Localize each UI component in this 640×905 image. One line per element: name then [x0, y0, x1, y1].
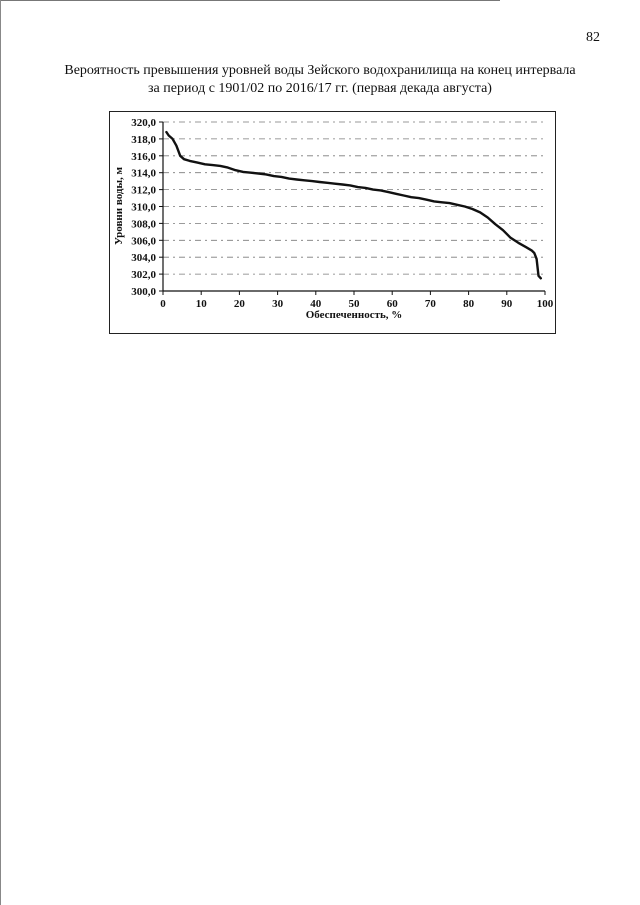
page-number: 82: [586, 30, 600, 45]
grid-layer: [163, 122, 545, 274]
chart-title-line-1: Вероятность превышения уровней воды Зейского водохранилища на конец интервала: [64, 63, 576, 78]
axis-layer: [159, 122, 545, 295]
y-tick-label: 318,0: [131, 133, 156, 146]
y-tick-label: 316,0: [131, 150, 156, 163]
x-axis-title: Обеспеченность, %: [305, 309, 403, 321]
x-tick-label: 50: [348, 298, 360, 310]
y-tick-label: 310,0: [131, 201, 156, 214]
x-tick-label: 30: [272, 298, 284, 310]
series-line-water-level: [166, 132, 540, 278]
x-tick-label: 60: [386, 298, 398, 310]
x-tick-label: 40: [310, 298, 322, 310]
x-tick-label: 100: [536, 298, 554, 310]
x-tick-label: 80: [463, 298, 475, 310]
y-tick-label: 314,0: [131, 167, 156, 180]
y-tick-label: 320,0: [131, 117, 156, 129]
y-tick-label: 306,0: [131, 235, 156, 248]
x-tick-label: 70: [424, 298, 436, 310]
y-tick-label: 304,0: [131, 252, 156, 265]
y-tick-label: 312,0: [131, 184, 156, 197]
tick-layer: [131, 117, 554, 310]
x-tick-label: 20: [233, 298, 245, 310]
y-tick-label: 300,0: [131, 286, 156, 298]
x-tick-label: 0: [160, 298, 166, 310]
y-axis-title: Уровни воды, м: [113, 166, 125, 246]
chart-title-line-2: за период с 1901/02 по 2016/17 гг. (первая декада августа): [148, 81, 492, 96]
series-layer: [166, 132, 540, 278]
y-tick-label: 302,0: [131, 269, 156, 282]
x-tick-label: 10: [195, 298, 207, 310]
y-tick-label: 308,0: [131, 218, 156, 231]
x-tick-label: 90: [501, 298, 513, 310]
